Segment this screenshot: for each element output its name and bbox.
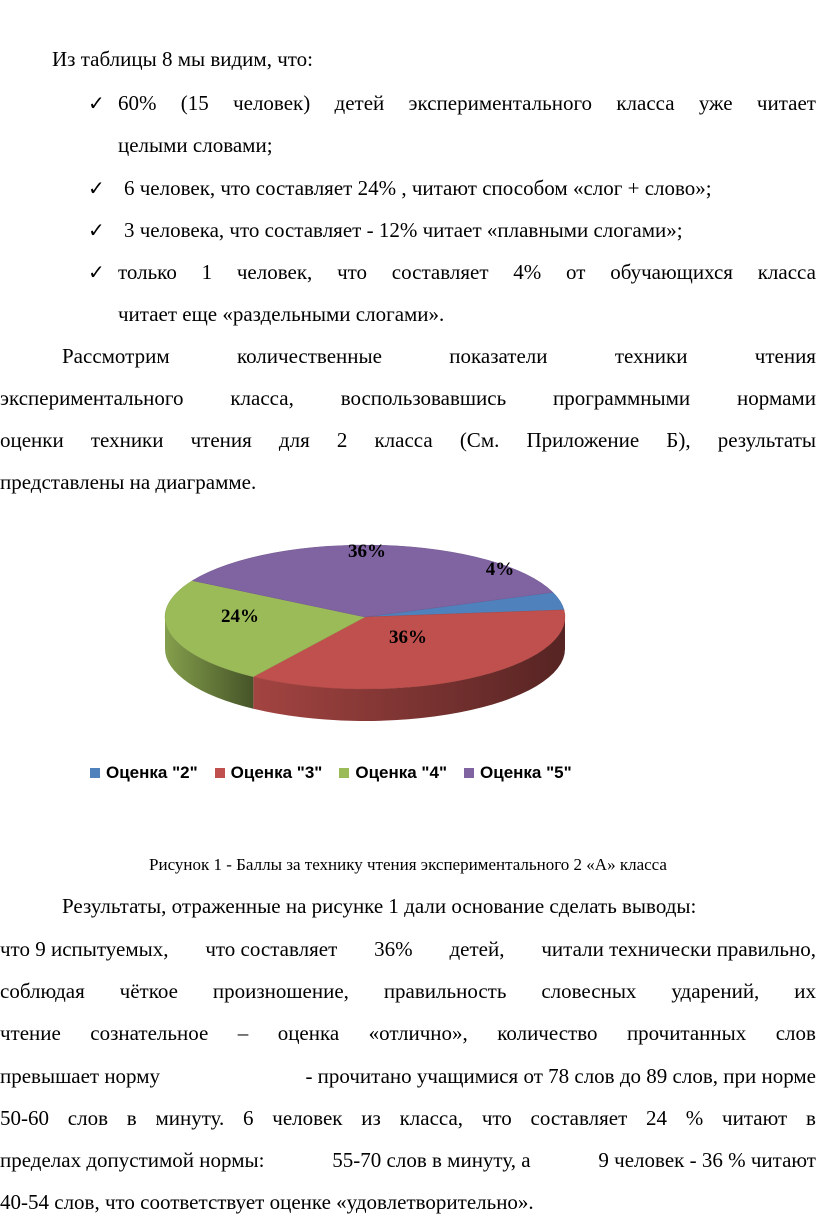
- word: 55-70 слов в минуту, а: [332, 1148, 531, 1172]
- word: что 9 испытуемых,: [0, 937, 169, 961]
- legend-label: Оценка "3": [230, 763, 323, 782]
- word: из: [361, 1106, 381, 1130]
- word: количественные: [236, 344, 382, 368]
- word: чёткое: [119, 979, 178, 1003]
- word: класса,: [230, 386, 294, 410]
- word: количество: [497, 1021, 598, 1045]
- word: класса: [374, 428, 433, 452]
- word: обучающихся: [610, 260, 733, 284]
- para2-line-3: [0, 978, 816, 1004]
- para1-line-4: представлены на диаграмме.: [0, 470, 257, 494]
- word: Б),: [666, 428, 691, 452]
- bullet-3: 3 человека, что составляет - 12% читает «плавными слогами»;: [124, 218, 683, 242]
- word: чтения: [190, 428, 252, 452]
- pie-data-label: 36%: [389, 627, 427, 648]
- word: нормами: [737, 386, 816, 410]
- word: «отлично»,: [368, 1021, 468, 1045]
- word: 6: [243, 1106, 254, 1130]
- word: 2: [336, 428, 348, 452]
- word: читает: [756, 91, 816, 115]
- word: детей: [334, 91, 385, 115]
- word: 50-60: [0, 1106, 49, 1130]
- para2-line-7: [0, 1147, 816, 1173]
- word: Рассмотрим: [62, 344, 170, 368]
- word: соблюдая: [0, 979, 85, 1003]
- word: 24: [646, 1106, 668, 1130]
- word: составляет: [391, 260, 489, 284]
- word: слов: [775, 1021, 816, 1045]
- word: составляет: [530, 1106, 628, 1130]
- word: воспользовавшись: [340, 386, 507, 410]
- word: пределах допустимой нормы:: [0, 1148, 265, 1172]
- word: сознательное: [90, 1021, 209, 1045]
- word: от: [566, 260, 586, 284]
- legend-label: Оценка "4": [355, 763, 448, 782]
- check-icon: ✓: [88, 260, 105, 284]
- para2-line-5: [0, 1063, 816, 1089]
- word: –: [237, 1021, 249, 1045]
- pie-data-label: 4%: [485, 559, 515, 580]
- word: правильность: [383, 979, 507, 1003]
- para1-line-3: [0, 427, 816, 453]
- bullet-2: 6 человек, что составляет 24% , читают способом «слог + слово»;: [124, 176, 712, 200]
- word: - прочитано учащимися от 78 слов до 89 слов, при норме: [305, 1064, 816, 1088]
- word: показатели: [449, 344, 548, 368]
- pie-data-label: 24%: [221, 606, 259, 627]
- word: в: [126, 1106, 137, 1130]
- word: что составляет: [205, 937, 338, 961]
- word: класса: [616, 91, 675, 115]
- word: результаты: [717, 428, 816, 452]
- legend-item: [215, 763, 323, 783]
- word: экспериментального: [408, 91, 593, 115]
- word: оценки: [0, 428, 64, 452]
- word: читают: [722, 1106, 788, 1130]
- check-icon: ✓: [88, 176, 105, 200]
- word: 36%: [374, 937, 413, 961]
- word: (15: [180, 91, 209, 115]
- pie-chart: [0, 536, 816, 736]
- pie-data-label: 36%: [348, 541, 386, 562]
- legend-item: [464, 763, 572, 783]
- word: превышает норму: [0, 1064, 161, 1088]
- word: ударений,: [671, 979, 760, 1003]
- word: человек,: [236, 260, 313, 284]
- legend-swatch: [90, 768, 100, 778]
- legend-swatch: [215, 768, 225, 778]
- word: в: [805, 1106, 816, 1130]
- word: человек: [272, 1106, 343, 1130]
- word: Приложение: [526, 428, 640, 452]
- word: слов: [67, 1106, 108, 1130]
- word: что: [481, 1106, 512, 1130]
- intro-text: Из таблицы 8 мы видим, что:: [52, 47, 314, 71]
- word: (См.: [459, 428, 500, 452]
- word: их: [794, 979, 816, 1003]
- check-icon: ✓: [88, 91, 105, 115]
- word: класса: [757, 260, 816, 284]
- word: детей,: [449, 937, 505, 961]
- bullet-4-line-2: читает еще «раздельными слогами».: [118, 302, 445, 326]
- para1-line-1: [62, 343, 816, 369]
- word: техники: [614, 344, 688, 368]
- para1-line-2: [0, 385, 816, 411]
- para2-line-2: [0, 936, 816, 962]
- word: уже: [698, 91, 733, 115]
- legend-item: [339, 763, 447, 783]
- word: что: [337, 260, 368, 284]
- word: читали технически правильно,: [541, 937, 816, 961]
- word: 60%: [118, 91, 157, 115]
- check-icon: ✓: [88, 218, 105, 242]
- bullet-4-line-1: [118, 259, 816, 285]
- chart-legend: [90, 760, 589, 786]
- word: техники: [90, 428, 164, 452]
- bullet-1-line-2: целыми словами;: [118, 133, 273, 157]
- figure-caption: Рисунок 1 - Баллы за технику чтения экспериментального 2 «А» класса: [149, 855, 667, 874]
- word: словесных: [541, 979, 637, 1003]
- word: человек): [233, 91, 311, 115]
- word: 1: [201, 260, 213, 284]
- word: минуту.: [155, 1106, 225, 1130]
- word: 9 человек - 36 % читают: [598, 1148, 816, 1172]
- word: %: [685, 1106, 704, 1130]
- word: экспериментального: [0, 386, 184, 410]
- para2-line-8: 40-54 слов, что соответствует оценке «удовлетворительно».: [0, 1190, 534, 1214]
- legend-item: [90, 763, 198, 783]
- word: только: [118, 260, 177, 284]
- para2-line-4: [0, 1020, 816, 1046]
- word: чтение: [0, 1021, 61, 1045]
- word: 4%: [513, 260, 542, 284]
- word: произношение,: [212, 979, 349, 1003]
- word: оценка: [277, 1021, 340, 1045]
- legend-label: Оценка "2": [106, 763, 198, 782]
- word: чтения: [754, 344, 816, 368]
- legend-swatch: [339, 768, 349, 778]
- para2-line-6: [0, 1105, 816, 1131]
- bullet-1-line-1: [118, 90, 816, 116]
- word: программными: [553, 386, 691, 410]
- legend-swatch: [464, 768, 474, 778]
- para2-line-1: Результаты, отраженные на рисунке 1 дали основание сделать выводы:: [62, 894, 697, 918]
- word: прочитанных: [626, 1021, 747, 1045]
- word: класса,: [399, 1106, 464, 1130]
- word: для: [278, 428, 310, 452]
- legend-label: Оценка "5": [480, 763, 572, 782]
